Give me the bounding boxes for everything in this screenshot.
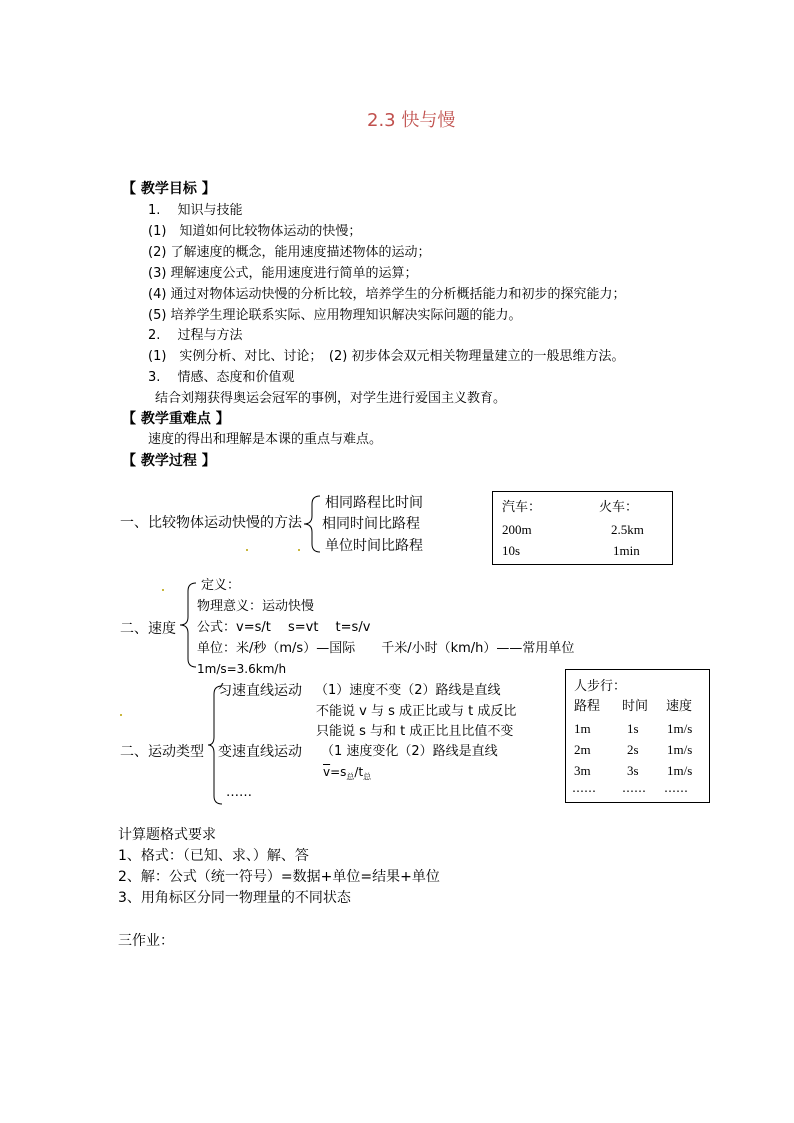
goal-item: 1. 知识与技能 <box>148 203 243 218</box>
goal-item: (4) 通过对物体运动快慢的分析比较，培养学生的分析概括能力和初步的探究能力； <box>148 287 626 302</box>
calc-item: 3、用角标区分同一物理量的不同状态 <box>118 890 351 906</box>
part1-branch: 相同路程比时间 <box>325 495 423 511</box>
goal-item: 2. 过程与方法 <box>148 328 243 343</box>
car-train-table <box>492 491 673 565</box>
goal-item: 3. 情感、态度和价值观 <box>148 370 295 385</box>
part3-label: 二、运动类型 <box>120 744 204 760</box>
average-v-symbol: $\overline{v}$ <box>323 765 331 779</box>
average-speed-formula <box>323 764 371 785</box>
average-formula-part: =s <box>330 765 347 779</box>
part2-label: 二、速度 <box>120 621 176 637</box>
homework-heading: 三作业： <box>118 933 174 949</box>
calc-heading: 计算题格式要求 <box>118 827 216 843</box>
table-cell: …… <box>622 781 646 795</box>
table-cell: 2s <box>627 742 639 757</box>
uniform-motion-label: 匀速直线运动 <box>218 683 302 699</box>
table-cell: 10s <box>502 543 521 558</box>
stray-mark <box>120 714 122 716</box>
uniform-note: 不能说 v 与 s 成正比或与 t 成反比 <box>316 704 517 719</box>
table-header: 时间 <box>622 699 649 714</box>
variable-motion-desc: （1 速度变化（2）路线是直线 <box>321 744 498 759</box>
variable-motion-label: 变速直线运动 <box>218 744 302 760</box>
walking-table <box>565 669 710 803</box>
goal-item: (1) 实例分析、对比、讨论； (2) 初步体会双元相关物理量建立的一般思维方法。 <box>148 349 625 364</box>
total-subscript: 总 <box>363 772 372 782</box>
table-cell: 200m <box>502 522 532 537</box>
calc-item: 2、解：公式（统一符号）=数据+单位=结果+单位 <box>118 869 440 885</box>
speed-line: 公式：v=s/t s=vt t=s/v <box>197 620 371 635</box>
part1-branch: 单位时间比路程 <box>325 538 423 554</box>
stray-mark <box>246 549 248 551</box>
goal-item: (1) 知道如何比较物体运动的快慢； <box>148 224 362 239</box>
section-heading-process: 【 教学过程 】 <box>122 453 216 469</box>
speed-line: 定义： <box>201 578 241 593</box>
key-points-text: 速度的得出和理解是本课的重点与难点。 <box>148 432 383 447</box>
ellipsis: …… <box>226 785 252 800</box>
calc-item: 1、格式：（已知、求、）解、答 <box>118 848 309 864</box>
table-cell: 2m <box>574 742 591 757</box>
table-cell: 3s <box>627 763 639 778</box>
goal-item: 结合刘翔获得奥运会冠军的事例，对学生进行爱国主义教育。 <box>155 391 507 406</box>
goal-item: (2) 了解速度的概念，能用速度描述物体的运动； <box>148 245 431 260</box>
stray-mark <box>298 549 300 551</box>
total-subscript: 总 <box>346 772 355 782</box>
table-cell: 2.5km <box>611 522 644 537</box>
goal-item: (3) 理解速度公式，能用速度进行简单的运算； <box>148 266 418 281</box>
stray-mark <box>162 589 164 591</box>
table-cell: 1m/s <box>667 721 693 736</box>
part2-brace <box>176 581 198 669</box>
table-header: 火车： <box>599 500 639 515</box>
part1-brace <box>300 494 322 556</box>
goal-item: (5) 培养学生理论联系实际、应用物理知识解决实际问题的能力。 <box>148 308 522 323</box>
table-cell: 1m/s <box>667 742 693 757</box>
table-cell: …… <box>664 781 688 795</box>
speed-line: 1m/s=3.6km/h <box>197 662 287 676</box>
speed-line: 物理意义：运动快慢 <box>197 599 315 614</box>
section-heading-goals: 【 教学目标 】 <box>122 181 216 197</box>
uniform-note: 只能说 s 与和 t 成正比且比值不变 <box>316 724 514 739</box>
table-cell: 1m/s <box>667 763 693 778</box>
part1-branch: 相同时间比路程 <box>322 516 420 532</box>
table-header: 路程 <box>574 699 601 714</box>
table-cell: 1min <box>613 543 640 558</box>
average-formula-part: /t <box>354 765 364 779</box>
page-title: 2.3 快与慢 <box>367 110 456 131</box>
table-header: 汽车： <box>502 500 542 515</box>
table-cell: 3m <box>574 763 591 778</box>
table-header: 速度 <box>666 699 693 714</box>
speed-line: 单位：米/秒（m/s）—国际 千米/小时（km/h）——常用单位 <box>197 641 575 656</box>
section-heading-key-points: 【 教学重难点 】 <box>122 411 230 427</box>
uniform-motion-desc: （1）速度不变（2）路线是直线 <box>315 683 501 698</box>
table-cell: …… <box>572 781 596 795</box>
walking-table-caption: 人步行： <box>574 679 627 694</box>
table-cell: 1m <box>574 721 591 736</box>
table-cell: 1s <box>627 721 639 736</box>
part1-label: 一、比较物体运动快慢的方法 <box>120 515 302 531</box>
